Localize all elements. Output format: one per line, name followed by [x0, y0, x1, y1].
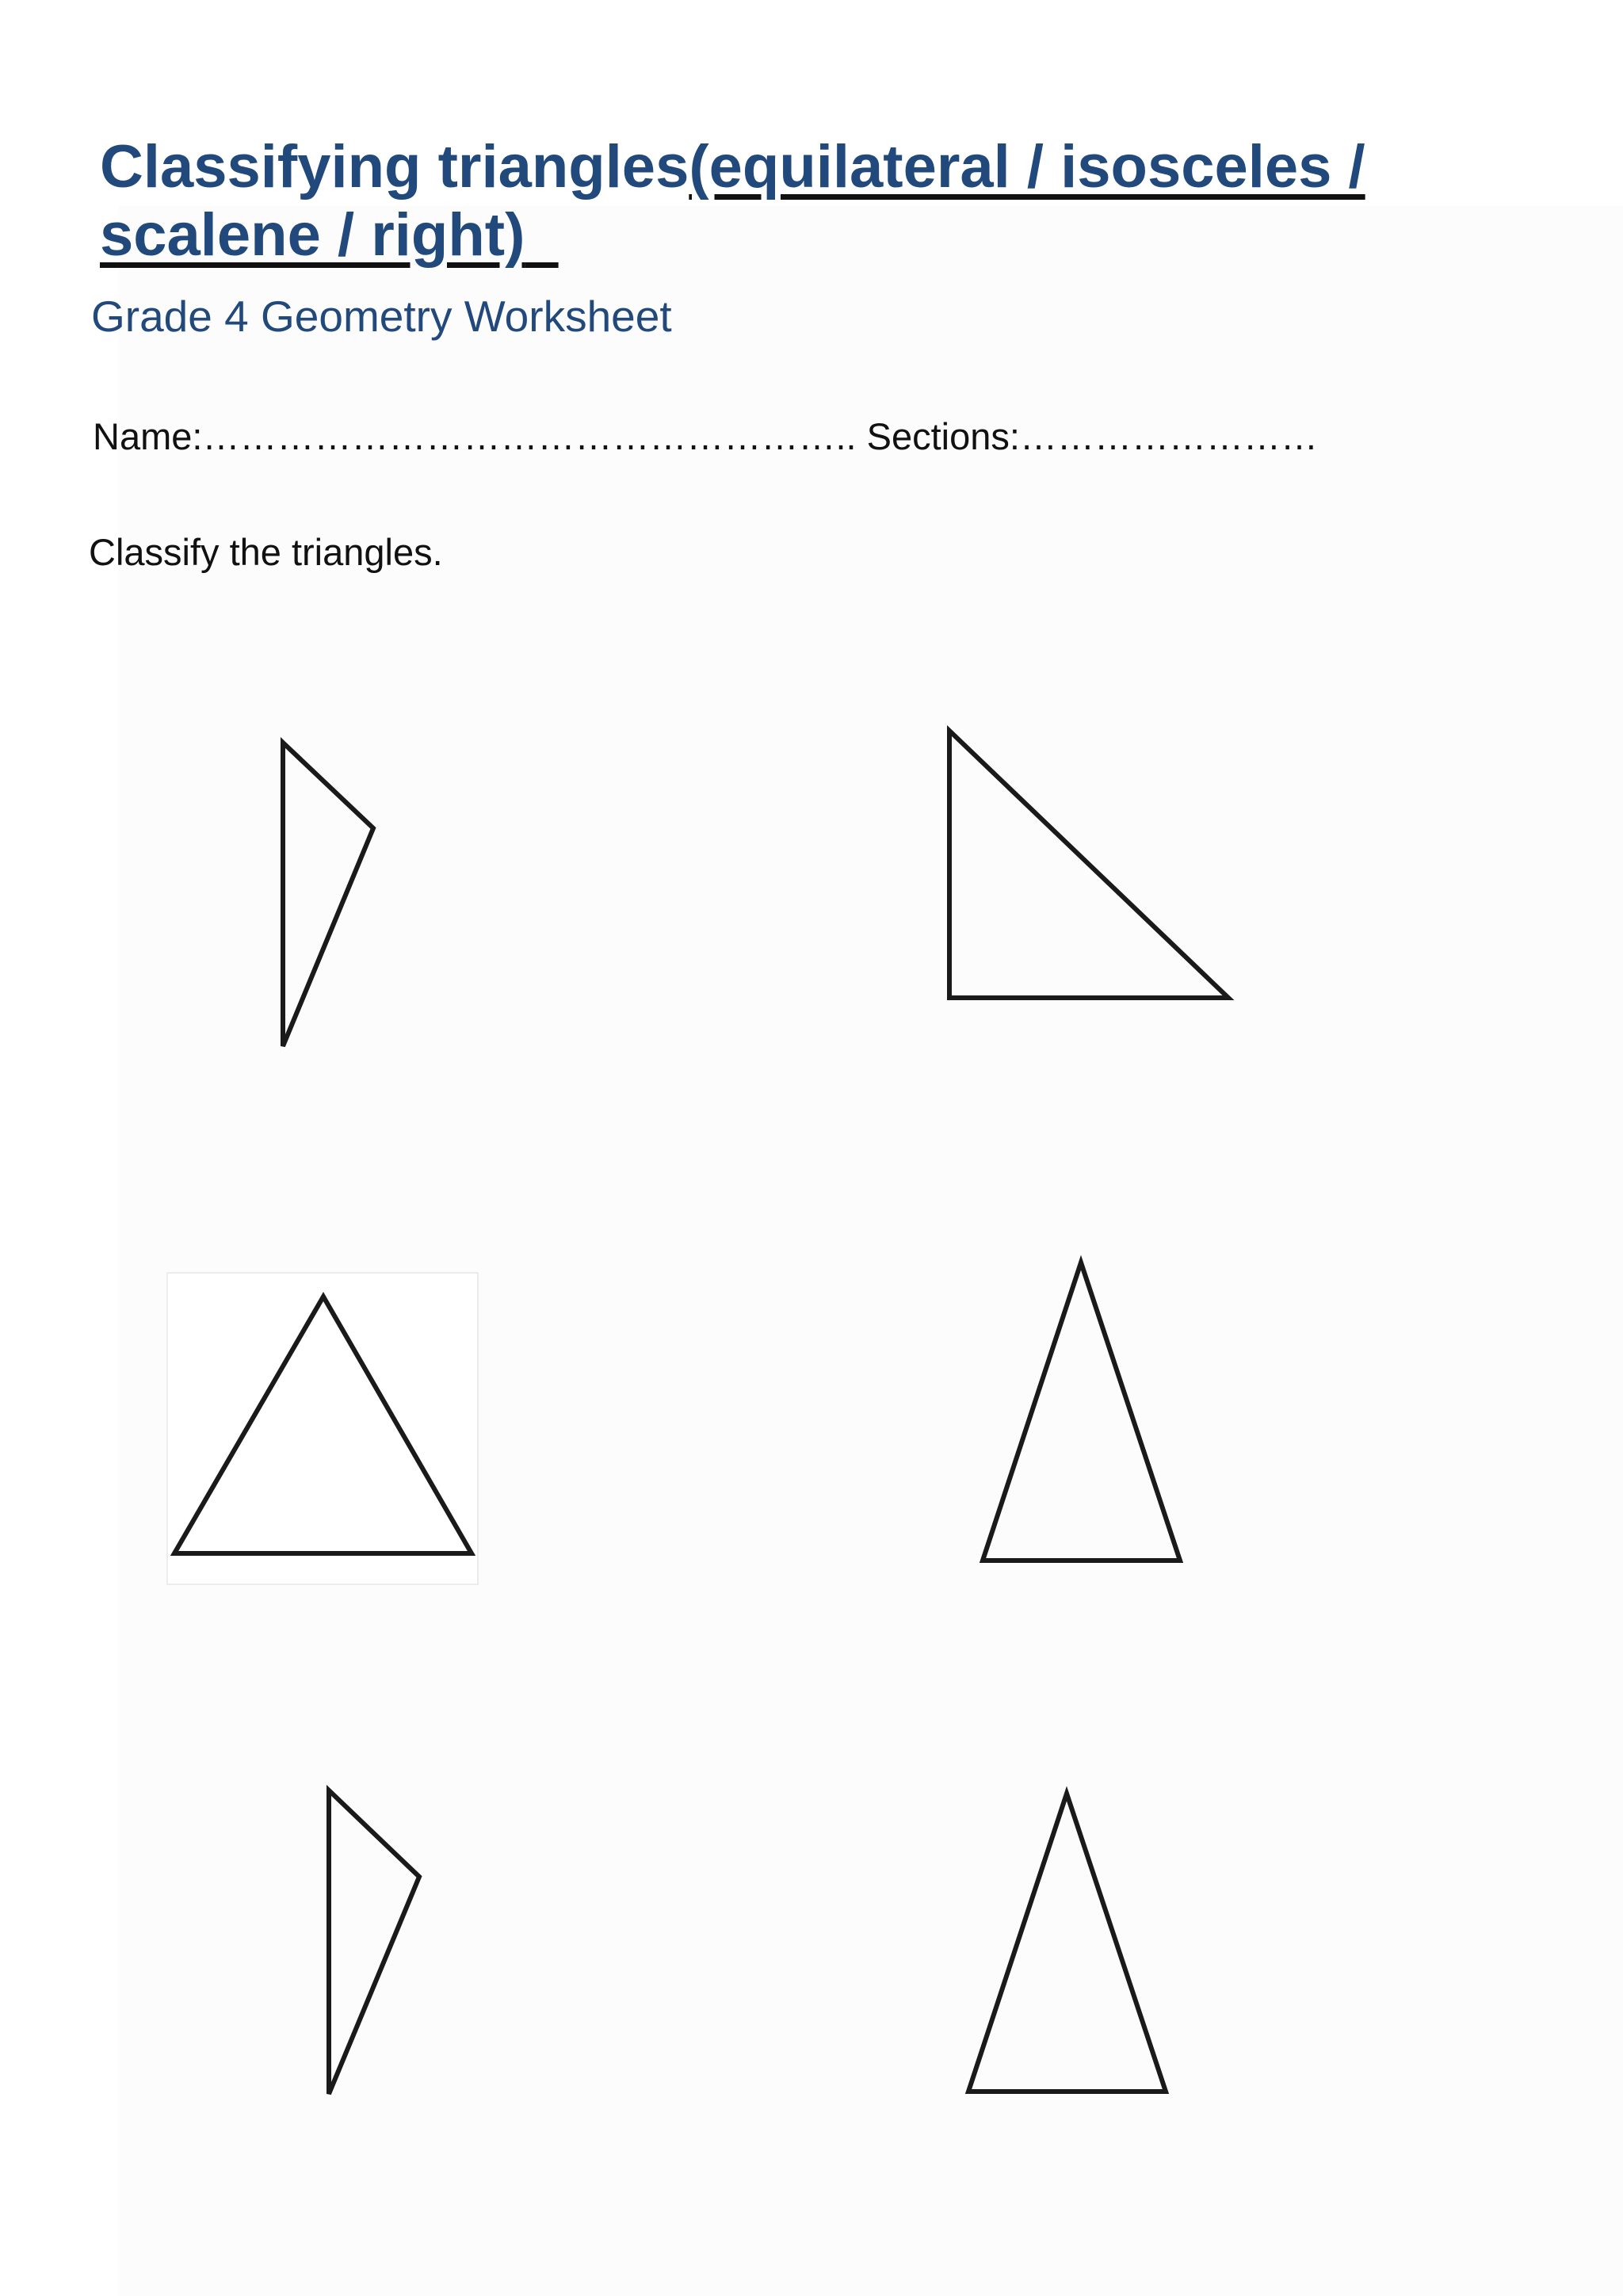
triangle-5-scalene	[329, 1790, 419, 2094]
title-underlined-line-1: (equilateral / isosceles /	[689, 133, 1365, 201]
triangle-2-right	[949, 731, 1228, 998]
sections-label: Sections:	[866, 415, 1020, 457]
sections-blank: ……………………	[1019, 415, 1318, 457]
triangle-1-scalene	[283, 743, 373, 1046]
name-blank: ……………………………………………..	[202, 415, 857, 457]
triangle-4-isosceles	[983, 1263, 1180, 1561]
triangle-6-isosceles	[968, 1794, 1166, 2092]
title-plain: Classifying triangles	[100, 133, 689, 201]
worksheet-subtitle: Grade 4 Geometry Worksheet	[91, 292, 672, 341]
instruction-text: Classify the triangles.	[89, 531, 443, 573]
name-label: Name:	[93, 415, 203, 457]
title-underlined-line-2: scalene / right)	[100, 201, 525, 269]
triangle-3-frame	[167, 1273, 478, 1584]
